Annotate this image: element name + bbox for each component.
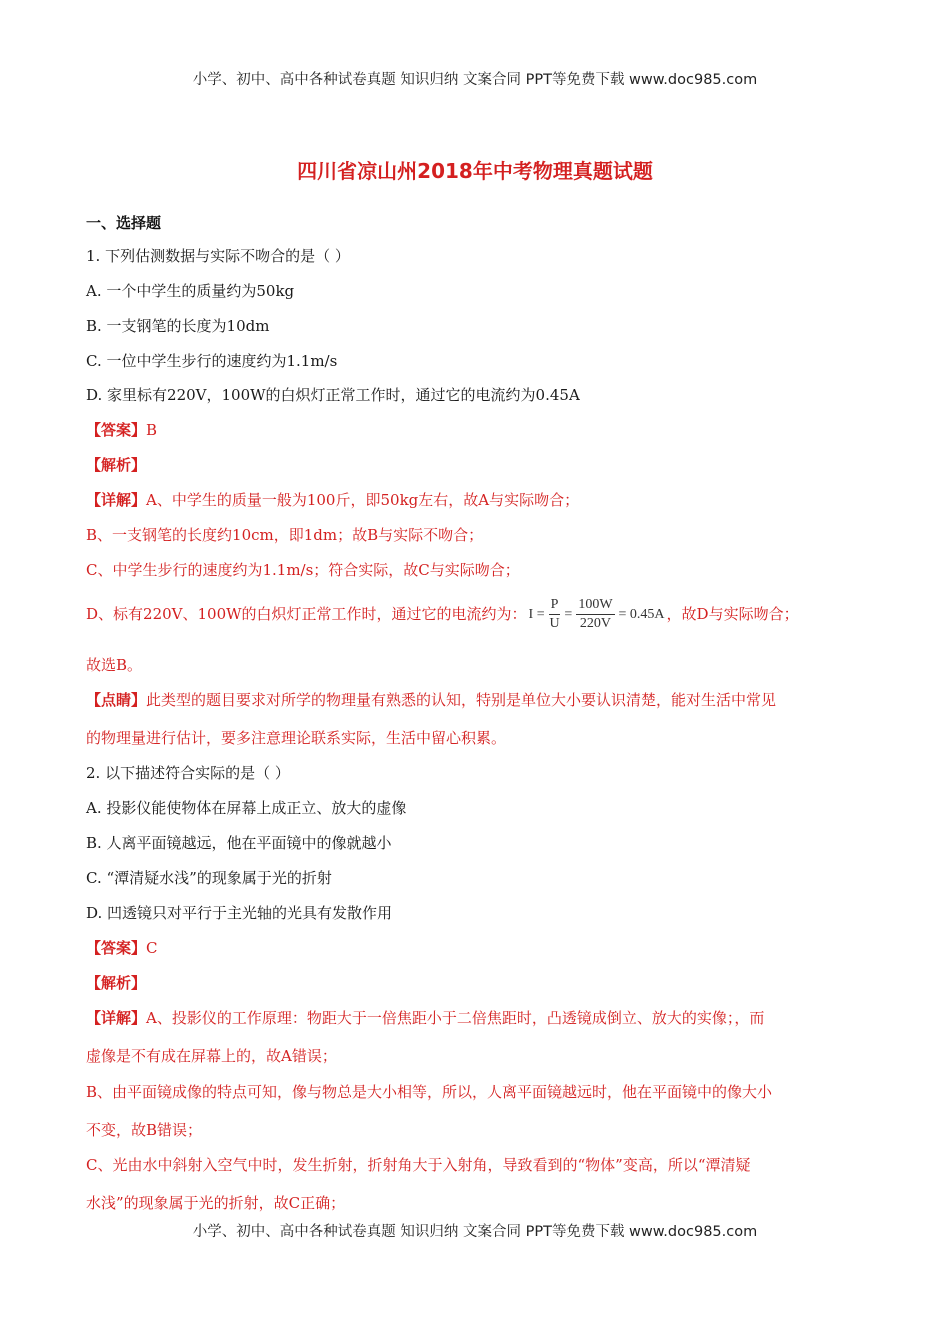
q1-comment-label: 【点睛】 xyxy=(86,691,147,709)
formula-p: P xyxy=(549,596,561,615)
q1-detail-a-text: A、中学生的质量一般为100斤，即50kg左右，故A与实际吻合； xyxy=(146,491,580,509)
q1-detail-d xyxy=(86,592,799,637)
q2-detail-a1 xyxy=(86,1008,764,1028)
q2-analysis-label: 【解析】 xyxy=(86,974,147,992)
q1-detail-a xyxy=(86,490,579,510)
formula-frac-values xyxy=(576,596,614,633)
q1-comment-2: 的物理量进行估计，要多注意理论联系实际，生活中留心积累。 xyxy=(86,729,507,747)
q2-answer-value: C xyxy=(146,939,158,957)
q1-detail-c: C、中学生步行的速度约为1.1m/s；符合实际，故C与实际吻合； xyxy=(86,561,520,579)
q2-detail-c2: 水浅”的现象属于光的折射，故C正确； xyxy=(86,1194,346,1212)
q1-answer-value: B xyxy=(146,421,158,439)
q1-choose: 故选B。 xyxy=(86,656,143,674)
q2-detail-c1: C、光由水中斜射入空气中时，发生折射，折射角大于入射角，导致看到的“物体”变高，所以“潭清疑 xyxy=(86,1156,751,1174)
q1-detail-b: B、一支钢笔的长度约10cm，即1dm；故B与实际不吻合； xyxy=(86,526,484,544)
q2-detail-label: 【详解】 xyxy=(86,1009,147,1027)
q2-detail-a2: 虚像是不有成在屏幕上的，故A错误； xyxy=(86,1047,337,1065)
q2-detail-b1: B、由平面镜成像的特点可知，像与物总是大小相等，所以，人离平面镜越远时，他在平面镜中的像大小 xyxy=(86,1083,773,1101)
q2-detail-a1-text: A、投影仪的工作原理：物距大于一倍焦距小于二倍焦距时，凸透镜成倒立、放大的实像；，而 xyxy=(146,1009,765,1027)
q2-detail-b2: 不变，故B错误； xyxy=(86,1121,203,1139)
q1-stem: 1. 下列估测数据与实际不吻合的是（ ） xyxy=(86,247,350,265)
q2-option-b: B. 人离平面镜越远，他在平面镜中的像就越小 xyxy=(86,834,392,852)
page-footer: 小学、初中、高中各种试卷真题 知识归纳 文案合同 PPT等免费下载 www.doc985.com xyxy=(192,1224,758,1240)
formula-eq: = xyxy=(564,607,573,622)
q1-analysis-label: 【解析】 xyxy=(86,456,147,474)
formula-den: 220V xyxy=(579,616,611,632)
formula-frac-pu xyxy=(549,596,561,633)
q1-option-a: A. 一个中学生的质量约为50kg xyxy=(86,282,295,300)
formula-num: 100W xyxy=(576,596,614,615)
q1-detail-d-pre: D、标有220V、100W的白炽灯正常工作时，通过它的电流约为： xyxy=(86,605,527,623)
q2-option-d: D. 凹透镜只对平行于主光轴的光具有发散作用 xyxy=(86,904,393,922)
q1-comment-1 xyxy=(86,690,776,710)
q1-detail-d-post: ，故D与实际吻合； xyxy=(666,605,799,623)
formula-u: U xyxy=(549,616,560,632)
q2-stem: 2. 以下描述符合实际的是（ ） xyxy=(86,764,290,782)
q1-option-c: C. 一位中学生步行的速度约为1.1m/s xyxy=(86,352,338,370)
q2-option-a: A. 投影仪能使物体在屏幕上成正立、放大的虚像 xyxy=(86,799,407,817)
q2-option-c: C. “潭清疑水浅”的现象属于光的折射 xyxy=(86,869,332,887)
q1-option-d: D. 家里标有220V，100W的白炽灯正常工作时，通过它的电流约为0.45A xyxy=(86,386,580,404)
section-heading: 一、选择题 xyxy=(86,214,162,232)
formula-result: = 0.45A xyxy=(618,607,665,622)
q2-answer xyxy=(86,938,158,958)
formula-lhs: I = xyxy=(528,607,545,622)
q1-option-b: B. 一支钢笔的长度为10dm xyxy=(86,317,270,335)
q2-answer-label: 【答案】 xyxy=(86,939,147,957)
q1-comment-1-text: 此类型的题目要求对所学的物理量有熟悉的认知，特别是单位大小要认识清楚，能对生活中常见 xyxy=(146,691,777,709)
current-formula xyxy=(529,593,665,637)
q1-detail-label: 【详解】 xyxy=(86,491,147,509)
q1-answer xyxy=(86,420,157,440)
q1-answer-label: 【答案】 xyxy=(86,421,147,439)
page-title: 四川省凉山州2018年中考物理真题试题 xyxy=(297,159,653,183)
page-header: 小学、初中、高中各种试卷真题 知识归纳 文案合同 PPT等免费下载 www.doc985.com xyxy=(192,72,758,88)
